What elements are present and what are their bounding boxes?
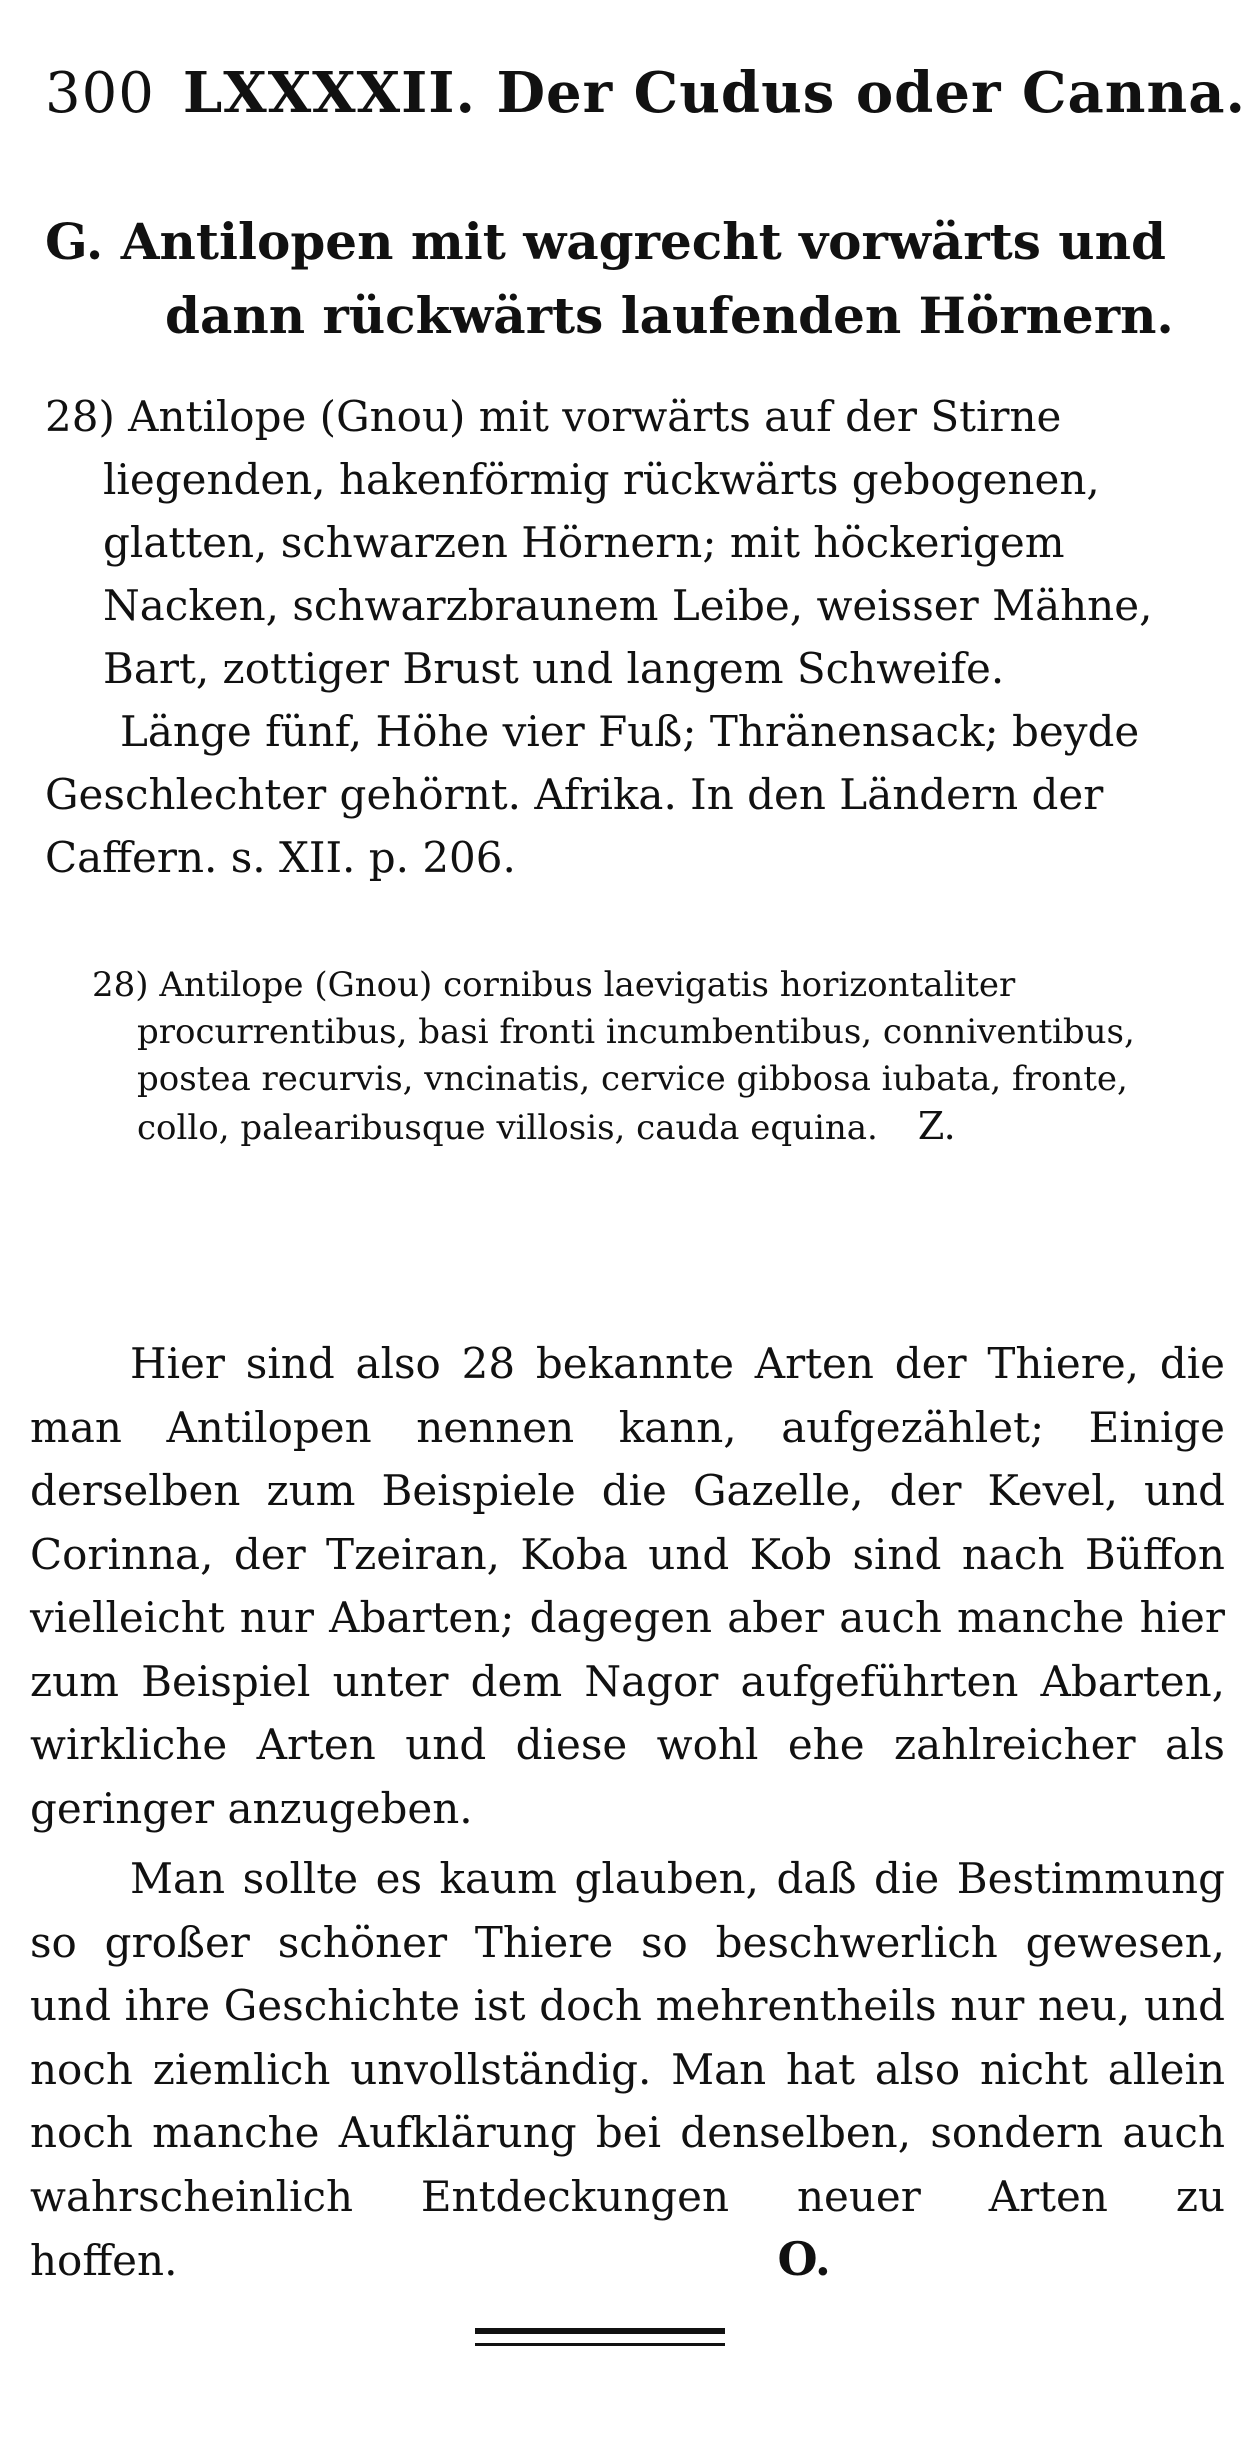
summary-paragraph-2 xyxy=(30,1847,1225,2293)
end-rule-divider xyxy=(475,2328,725,2346)
section-heading xyxy=(45,205,1225,353)
page-number: 300 xyxy=(45,61,155,126)
section-heading-line-2: dann rückwärts laufenden Hörnern. xyxy=(165,286,1174,345)
species-entry-latin xyxy=(92,962,1227,1152)
latin-description: 28) Antilope (Gnou) cornibus laevigatis horizontaliter procurrentibus, basi fronti incumbentibus, conniventibus, postea recurvis, vncinatis, cervice gibbosa iubata, fronte, collo, palearibusque villosis, cauda equina. xyxy=(92,965,1135,1148)
species-details-german: Länge fünf, Höhe vier Fuß; Thränensack; beyde Geschlechter gehörnt. Afrika. In den Ländern der Caffern. s. XII. p. 206. xyxy=(45,707,1140,882)
section-heading-line-1: G. Antilopen mit wagrecht vorwärts und xyxy=(45,212,1166,271)
species-entry-german: 28) Antilope (Gnou) mit vorwärts auf der Stirne liegenden, hakenförmig rückwärts gebogenen, glatten, schwarzen Hörnern; mit höckerigem Nacken, schwarzbraunem Leibe, weisser Mähne, Bart, zottiger Brust und langem Schweife. xyxy=(45,392,1153,693)
chapter-title: LXXXXII. Der Cudus oder Canna. xyxy=(182,60,1247,126)
running-header xyxy=(45,60,1247,126)
signature-mark: O. xyxy=(777,2232,831,2286)
paragraph-2-text: Man sollte es kaum glauben, daß die Bestimmung so großer schöner Thiere so beschwerlich gewesen, und ihre Geschichte ist doch mehrentheils nur neu, und noch ziemlich unvollständig. Man hat also nicht allein noch manche Aufklärung bei denselben, sondern auch wahrscheinlich Entdeckungen neuer Arten zu hoffen. xyxy=(30,1854,1225,2285)
latin-author: Z. xyxy=(917,1104,956,1148)
summary-paragraph-1: Hier sind also 28 bekannte Arten der Thiere, die man Antilopen nennen kann, aufgezählet; Einige derselben zum Beispiele die Gazelle, der Kevel, und Corinna, der Tzeiran, Koba und Kob sind nach Büffon vielleicht nur Abarten; dagegen aber auch manche hier zum Beispiel unter dem Nagor aufgeführten Abarten, wirkliche Arten und diese wohl ehe zahlreicher als geringer anzugeben. xyxy=(30,1339,1225,1833)
